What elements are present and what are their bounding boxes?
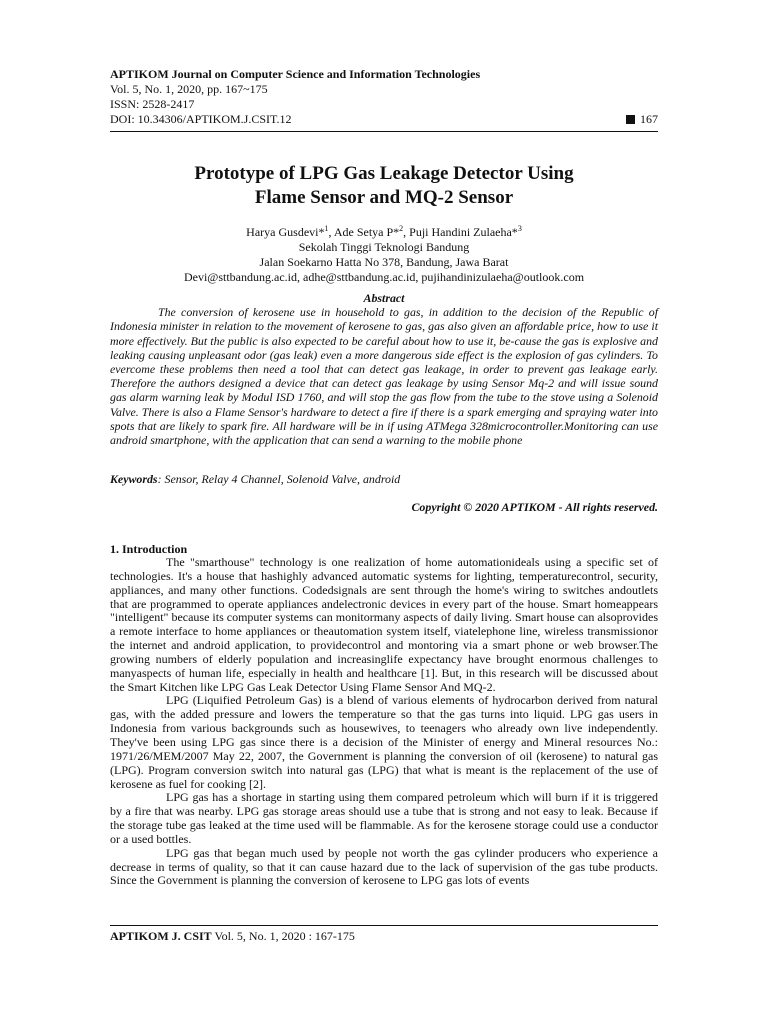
- journal-name: APTIKOM Journal on Computer Science and Information Technologies: [110, 67, 481, 81]
- author-emails[interactable]: Devi@sttbandung.ac.id, adhe@sttbandung.ac.id, pujihandinizulaeha@outlook.com: [183, 270, 585, 284]
- page-number-block: [626, 112, 658, 127]
- keywords-label: Keywords: [110, 472, 158, 486]
- footer-citation: Vol. 5, No. 1, 2020 : 167-175: [211, 929, 355, 943]
- square-bullet-icon: [626, 115, 635, 124]
- author-2-affiliation-mark: 2: [399, 224, 404, 233]
- journal-header: [110, 67, 658, 127]
- author-block: [110, 221, 658, 285]
- paper-title: [110, 162, 658, 210]
- keywords: [110, 472, 658, 487]
- author-3-affiliation-mark: 3: [517, 224, 522, 233]
- volume-info: Vol. 5, No. 1, 2020, pp. 167~175: [110, 82, 268, 96]
- paragraph: LPG gas has a shortage in starting using them compared petroleum which will burn if it is triggered by a fire that was nearby. LPG gas storage areas should use a tube that is strong and not easy to leak. Because if the storage tube gas leaked at the time used will be flammable. As for the kerosene storage could use a conductor or a used bottles.: [110, 790, 658, 846]
- doi[interactable]: DOI: 10.34306/APTIKOM.J.CSIT.12: [110, 112, 292, 126]
- section-heading: 1. Introduction: [110, 542, 188, 556]
- footer-journal-abbr: APTIKOM J. CSIT: [110, 929, 212, 943]
- paragraph: The "smarthouse" technology is one realization of home automationideals using a specific set of technologies. It's a house that hashighly advanced automatic systems for lighting, temperaturecontrol, security, appliances, and many other functions. Codedsignals are sent through the home's wiring to switches andoutlets that are programmed to operate appliances andelectronic devices in every part of the house. Smart homeappears "intelligent" because its computer systems can monitormany aspects of daily living. Smart house can alsoprovides a remote interface to home appliances or theautomation system itself, viatelephone line, wireless transmissionor the internet and android application, to providecontrol and montoring via a smart phone or web browser.The growing numbers of elderly population and increasinglife expectancy have brought enormous challenges to manyaspects of human life, especially in health and healthcare [1]. But, in this research will be discussed about the Smart Kitchen like LPG Gas Leak Detector Using Flame Sensor And MQ-2.: [110, 555, 659, 694]
- paragraph: LPG gas that began much used by people not worth the gas cylinder producers who experience a decrease in terms of quality, so that it can cause hazard due to the lack of supervision of the gas tube products. Since the Government is planning the conversion of kerosene to LPG gas lots of events: [110, 845, 658, 888]
- abstract-heading: Abstract: [363, 291, 405, 305]
- author-1: Harya Gusdevi*: [246, 225, 325, 239]
- copyright-notice: Copyright © 2020 APTIKOM - All rights reserved.: [411, 500, 658, 514]
- doi-row: [110, 112, 658, 127]
- keywords-text: : Sensor, Relay 4 Channel, Solenoid Valve, android: [157, 472, 401, 486]
- abstract-section: [110, 291, 658, 447]
- author-3: , Puji Handini Zulaeha*: [403, 225, 518, 239]
- abstract-body: The conversion of kerosene use in household to gas, in addition to the decision of the Republic of Indonesia minister in relation to the movement of kerosene to gas, gas also given an affordable price, how to use it more effectively. But the public is also expected to be careful about how to use it, be-cause the gas is explosive and leaking causing unpleasant odor (gas leak) even a more dangerous side effect is the explosion of gas cylinders. To evercome these problems then need a tool that can detect gas leakage, in order to prevent gas leakage early. Therefore the authors designed a device that can detect gas leakage by using Sensor Mq-2 and will issue sound gas alarm warning leak by Modul ISD 1760, and will stop the gas flow from the tube to the stove using a Solenoid Valve. There is also a Flame Sensor's hardware to detect a fire if there is a spark emerging and spraying water into spots that are likely to spark fire. All hardware will be in if using ATMega 328microcontroller.Monitoring can use android smartphone, with the application that can send a warning to the mobile phone: [110, 305, 658, 448]
- author-1-affiliation-mark: 1: [324, 224, 329, 233]
- footer-divider: [110, 925, 658, 926]
- author-list: [110, 221, 658, 240]
- affiliation: Sekolah Tinggi Teknologi Bandung: [298, 240, 470, 254]
- address: Jalan Soekarno Hatta No 378, Bandung, Jawa Barat: [259, 255, 509, 269]
- issn: ISSN: 2528-2417: [110, 97, 195, 111]
- title-line-1: Prototype of LPG Gas Leakage Detector Using: [194, 163, 574, 184]
- introduction-section: [110, 542, 658, 888]
- title-line-2: Flame Sensor and MQ-2 Sensor: [254, 187, 514, 208]
- author-2: , Ade Setya P*: [328, 225, 400, 239]
- header-divider: [110, 131, 658, 132]
- paragraph: LPG (Liquified Petroleum Gas) is a blend of various elements of hydrocarbon derived from natural gas, with the added pressure and lowers the temperature so that the gas turns into liquid. LPG gas users in Indonesia from various backgrounds such as housewives, to teenagers who already own live independently. They've been using LPG gas since there is a decision of the Minister of energy and Mineral resources No.: 1971/26/MEM/2007 May 22, 2007, the Government is planning the conversion of oil (kerosene) to natural gas (LPG). Program conversion switch into natural gas (LPG) that what is meant is the replacement of the use of kerosene as fuel for cooking [2].: [110, 693, 658, 791]
- page-number: 167: [640, 112, 658, 126]
- page-footer: [110, 929, 658, 944]
